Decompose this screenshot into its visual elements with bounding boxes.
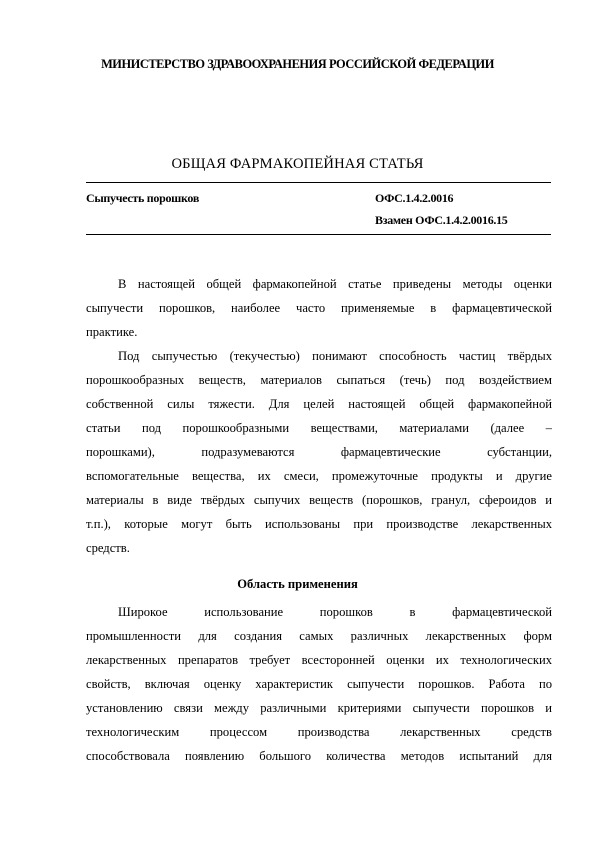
- paragraph-line: статьи под порошкообразными веществами, материалами (далее –: [86, 421, 552, 435]
- paragraph-line: практике.: [86, 325, 138, 339]
- paragraph-line: материалы в виде твёрдых сыпучих веществ (порошков, гранул, сфероидов и: [86, 493, 552, 507]
- paragraph-line: собственной силы тяжести. Для целей настоящей общей фармакопейной: [86, 397, 552, 411]
- paragraph-line: технологическим процессом производства лекарственных средств: [86, 725, 552, 739]
- paragraph-line: порошкообразных веществ, материалов сыпаться (течь) под воздействием: [86, 373, 552, 387]
- paragraph-line: вспомогательные вещества, их смеси, промежуточные продукты и другие: [86, 469, 552, 483]
- ministry-header: МИНИСТЕРСТВО ЗДРАВООХРАНЕНИЯ РОССИЙСКОЙ ФЕДЕРАЦИИ: [101, 57, 494, 71]
- paragraph-line: промышленности для создания самых различных лекарственных форм: [86, 629, 552, 643]
- paragraph-line: лекарственных препаратов требует всесторонней оценки их технологических: [86, 653, 552, 667]
- paragraph-line: установлению связи между различными критериями сыпучести порошков и: [86, 701, 552, 715]
- paragraph-line: способствовала появлению большого количества методов испытаний для: [86, 749, 552, 763]
- paragraph-line: средств.: [86, 541, 130, 555]
- paragraph-intro: [86, 272, 552, 344]
- paragraph-line: Широкое использование порошков в фармацевтической: [118, 605, 552, 619]
- paragraph-line: сыпучести порошков, наиболее часто применяемые в фармацевтической: [86, 301, 552, 315]
- section-heading-scope: Область применения: [237, 577, 358, 591]
- paragraph-scope: [86, 600, 552, 768]
- paragraph-line: т.п.), которые могут быть использованы при производстве лекарственных: [86, 517, 552, 531]
- paragraph-line: свойств, включая оценку характеристик сыпучести порошков. Работа по: [86, 677, 552, 691]
- paragraph-line: В настоящей общей фармакопейной статье приведены методы оценки: [118, 277, 552, 291]
- monograph-replaces: Взамен ОФС.1.4.2.0016.15: [375, 213, 508, 227]
- monograph-title: Сыпучесть порошков: [86, 191, 200, 205]
- document-type-title: ОБЩАЯ ФАРМАКОПЕЙНАЯ СТАТЬЯ: [171, 156, 424, 172]
- header-rule-top: [86, 182, 551, 183]
- header-rule-bottom: [86, 234, 551, 235]
- paragraph-line: порошками), подразумеваются фармацевтические субстанции,: [86, 445, 552, 459]
- paragraph-definition: [86, 344, 552, 560]
- monograph-code: ОФС.1.4.2.0016: [375, 191, 454, 205]
- paragraph-line: Под сыпучестью (текучестью) понимают способность частиц твёрдых: [118, 349, 552, 363]
